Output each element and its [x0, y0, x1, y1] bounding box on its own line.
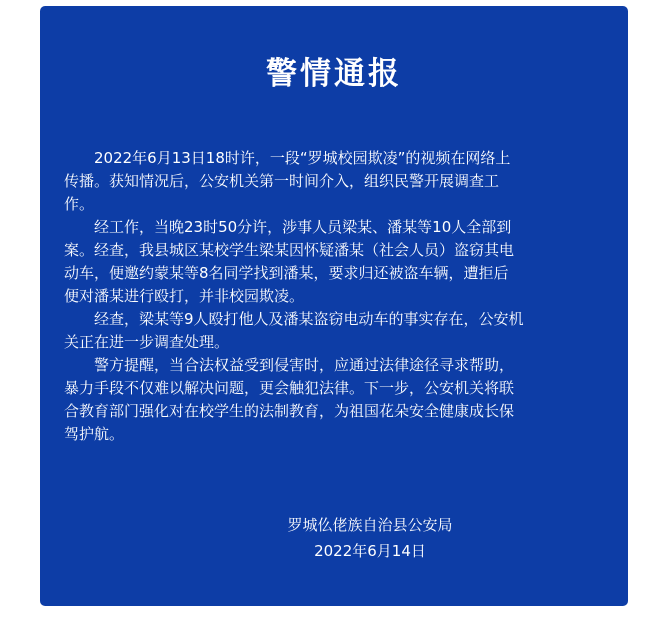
notice-title: 警情通报 — [266, 56, 402, 92]
police-notice-card — [40, 6, 628, 606]
signature-block — [40, 512, 628, 564]
notice-paragraph-4: 警方提醒，当合法权益受到侵害时，应通过法律途径寻求帮助， 暴力手段不仅难以解决问题，更会触犯法律。下一步，公安机关将联 合教育部门强化对在校学生的法制教育，为祖国花朵安全健康成长保 驾护航。 — [64, 356, 515, 443]
signature-date: 2022年6月14日 — [314, 542, 426, 560]
signature-organization: 罗城仫佬族自治县公安局 — [287, 516, 453, 534]
notice-paragraph-1: 2022年6月13日18时许，一段“罗城校园欺凌”的视频在网络上 传播。获知情况后，公安机关第一时间介入，组织民警开展调查工 作。 — [64, 149, 511, 213]
notice-paragraph-3: 经查，梁某等9人殴打他人及潘某盗窃电动车的事实存在，公安机 关正在进一步调查处理。 — [64, 310, 524, 351]
notice-paragraph-2: 经工作，当晚23时50分许，涉事人员梁某、潘某等10人全部到 案。经查，我县城区某校学生梁某因怀疑潘某（社会人员）盗窃其电 动车，便邀约蒙某等8名同学找到潘某，要求归还被盗车辆，遭拒后 便对潘某进行殴打，并非校园欺凌。 — [64, 218, 515, 305]
notice-body — [64, 147, 604, 446]
